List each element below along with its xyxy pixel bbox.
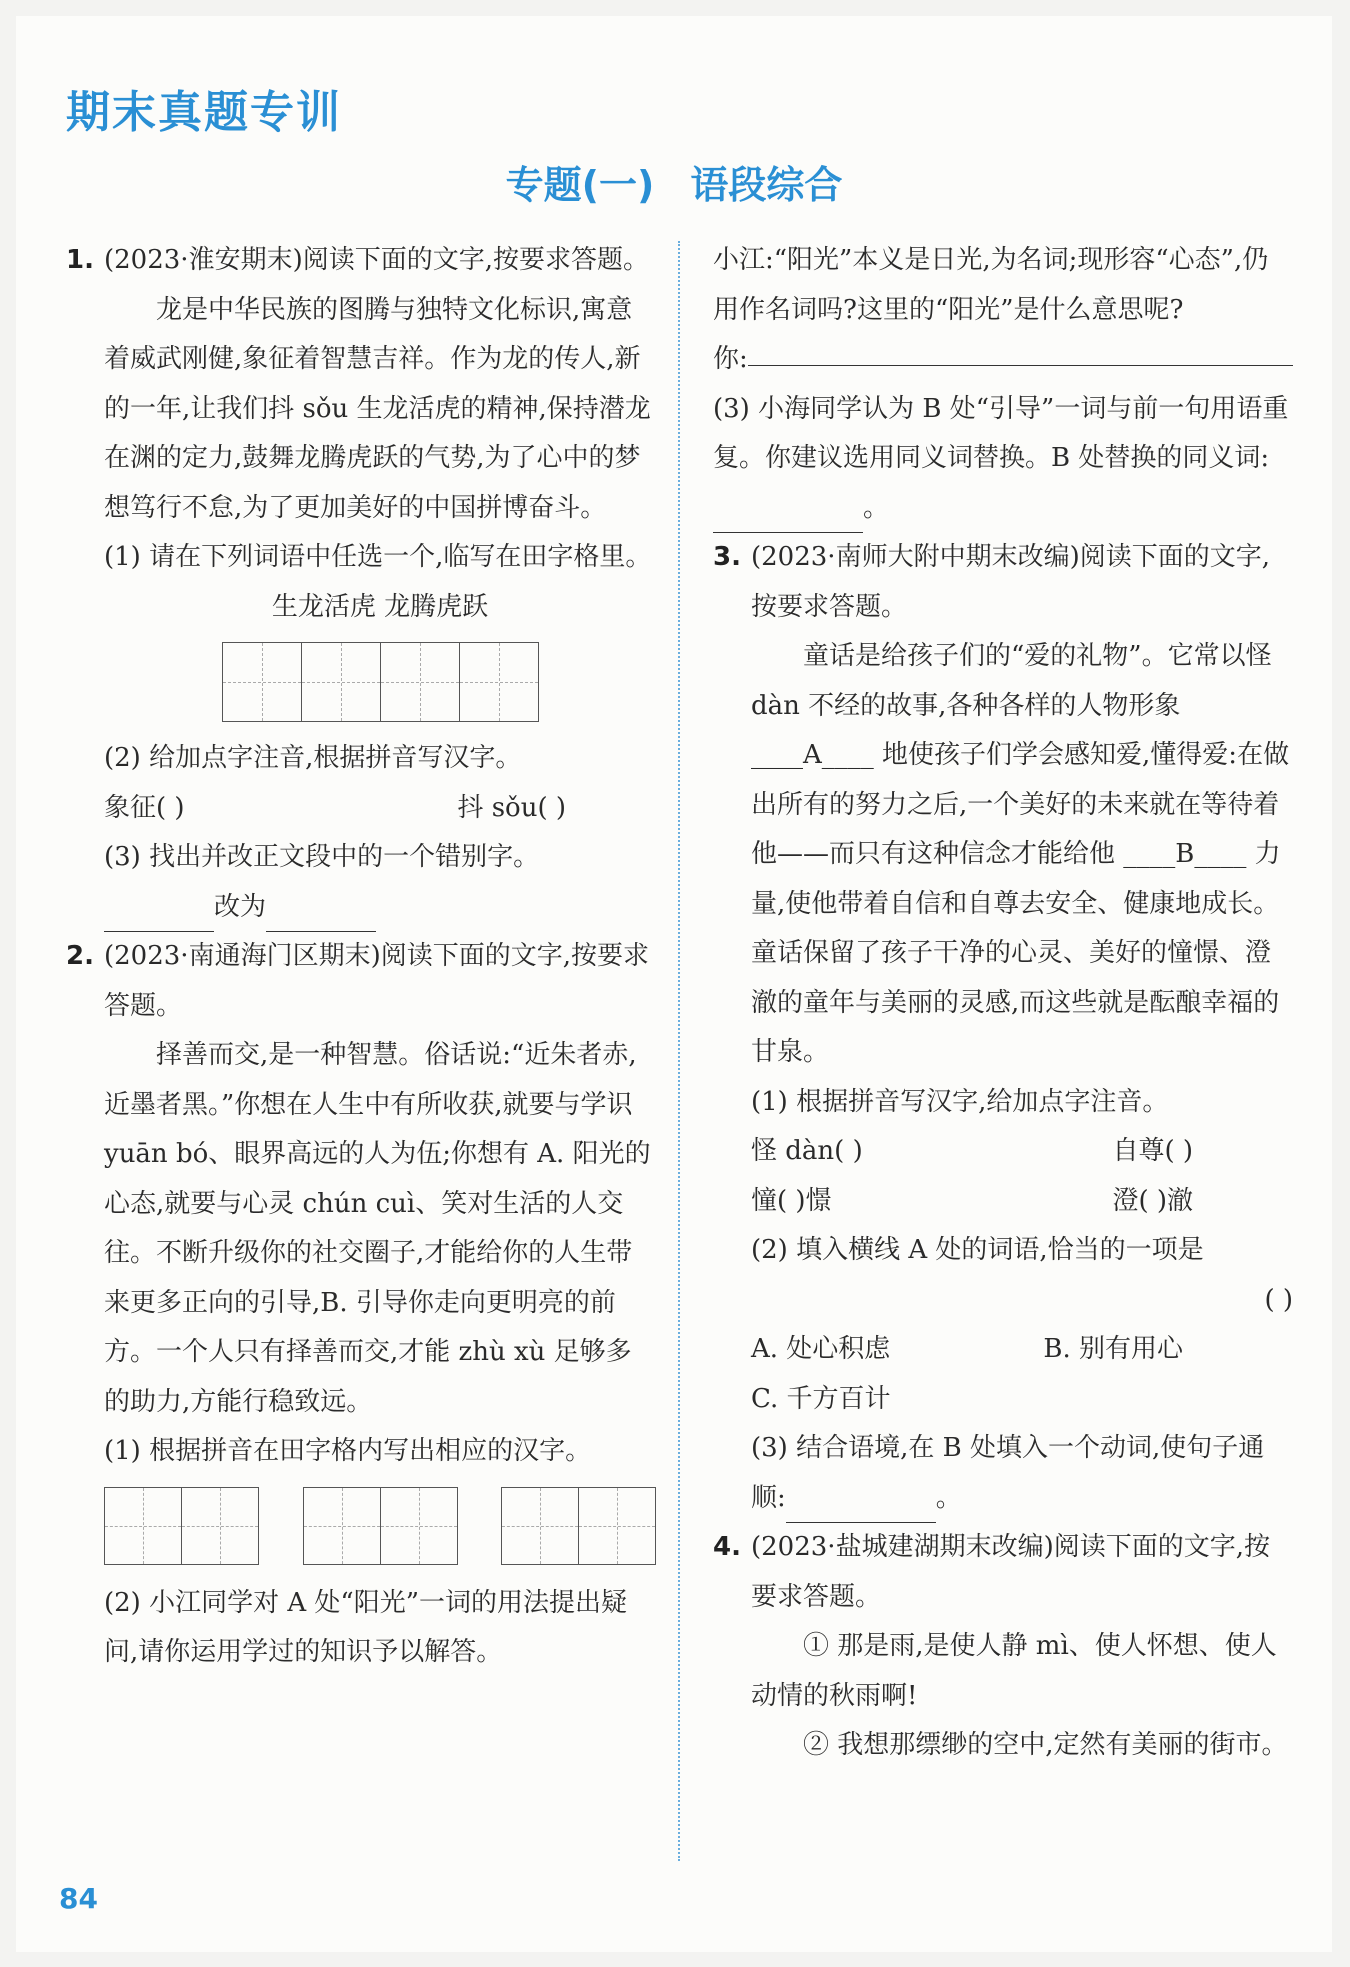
grid-cell[interactable] [381,643,460,721]
question-number: 3. [713,542,741,572]
answer-paren[interactable]: ( ) [1264,1284,1293,1315]
sub-question-1: (1) 请在下列词语中任选一个,临写在田字格里。 [104,542,652,572]
answer-sou[interactable]: 抖 sǒu( ) [457,792,566,823]
sub-question-3 [713,385,1293,534]
grid-cell[interactable] [502,1488,579,1564]
grid-cell[interactable] [304,1488,381,1564]
answer-guaidan[interactable]: 怪 dàn( ) [751,1136,863,1166]
sub-question-1-answers-a [751,1127,1293,1177]
page-number: 84 [59,1882,98,1915]
question-stem: (2023·南通海门区期末)阅读下面的文字,按要求答题。 [104,941,649,1021]
sub-question-3-text: (3) 结合语境,在 B 处填入一个动词,使句子通顺: [751,1433,1265,1513]
sub-question-3-end: 。 [935,1482,962,1513]
sub-question-3: (3) 找出并改正文段中的一个错别字。 [104,842,540,872]
question-stem: (2023·盐城建湖期末改编)阅读下面的文字,按要求答题。 [751,1532,1270,1612]
options-row [751,1325,1293,1375]
topic-number: 专题(一) [505,163,655,207]
question-3 [713,533,1293,1523]
grid-cell[interactable] [381,1488,457,1564]
question-2-continued [713,236,1293,533]
change-to-label: 改为 [214,891,267,922]
grid-cell[interactable] [302,643,381,721]
sub-question-3-end: 。 [863,492,890,523]
sentence-1: ① 那是雨,是使人静 mì、使人怀想、使人动情的秋雨啊! [751,1631,1277,1711]
ni-label: 你: [713,344,748,374]
question-number: 1. [66,245,94,275]
option-b[interactable]: B. 别有用心 [1043,1334,1183,1364]
sub-question-2: (2) 给加点字注音,根据拼音写汉字。 [104,743,522,773]
word-options: 生龙活虎 龙腾虎跃 [271,591,489,622]
page [16,16,1332,1952]
correction-line [104,883,656,933]
synonym-blank[interactable] [713,502,863,533]
answer-blank[interactable] [748,335,1293,366]
question-1 [66,236,656,932]
sub-question-2: (2) 填入横线 A 处的词语,恰当的一项是 [751,1235,1204,1265]
wrong-char-blank[interactable] [104,901,214,932]
sub-question-2: (2) 小江同学对 A 处“阳光”一词的用法提出疑问,请你运用学过的知识予以解答。 [104,1587,627,1667]
topic-name: 语段综合 [690,163,843,207]
answer-cheng[interactable]: 澄( )澈 [1112,1185,1193,1216]
tianzi-grid[interactable] [104,1487,259,1565]
tianzi-grid[interactable] [303,1487,458,1565]
grid-cell[interactable] [105,1488,182,1564]
sub-question-1: (1) 根据拼音在田字格内写出相应的汉字。 [104,1436,592,1466]
grid-cell[interactable] [182,1488,258,1564]
answer-chong[interactable]: 憧( )憬 [751,1185,832,1216]
question-number: 4. [713,1532,741,1562]
grid-cell[interactable] [223,643,302,721]
option-c[interactable]: C. 千方百计 [751,1383,891,1414]
verb-blank[interactable] [786,1492,936,1523]
section-header: 期末真题专训 [66,87,342,138]
right-column [713,236,1293,1771]
xiaojiang-question: 小江:“阳光”本义是日光,为名词;现形容“心态”,仍用作名词吗?这里的“阳光”是什么意思呢? [713,245,1269,325]
sub-question-1-answers-b [751,1177,1293,1227]
left-column [66,236,656,1678]
question-4 [713,1523,1293,1771]
column-divider [678,241,680,1861]
answer-xiangzheng[interactable]: 象征( ) [104,792,185,823]
question-stem: (2023·淮安期末)阅读下面的文字,按要求答题。 [104,245,649,275]
question-stem: (2023·南师大附中期末改编)阅读下面的文字,按要求答题。 [751,542,1270,622]
sub-question-2-answers [104,784,656,834]
question-number: 2. [66,941,94,971]
answer-line [713,335,1293,385]
tianzi-grid[interactable] [501,1487,656,1565]
sub-question-3 [751,1424,1293,1523]
tianzi-grid-group [104,1487,656,1565]
option-a[interactable]: A. 处心积虑 [751,1334,891,1364]
passage: 择善而交,是一种智慧。俗话说:“近朱者赤,近墨者黑。”你想在人生中有所收获,就要与学识 yuān bó、眼界高远的人为伍;你想有 A. 阳光的心态,就要与心灵 chún cuì、笑对生活的人交往。不断升级你的社交圈子,才能给你的人生带来更多正向的引导,B. 引导你走向更明亮的前方。一个人只有择善而交,才能 zhù xù 足够多的助力,方能行稳致远。 [104,1040,651,1417]
tianzi-grid[interactable] [222,642,539,722]
sub-question-1: (1) 根据拼音写汉字,给加点字注音。 [751,1086,1169,1117]
passage: 龙是中华民族的图腾与独特文化标识,寓意着威武刚健,象征着智慧吉祥。作为龙的传人,新的一年,让我们抖 sǒu 生龙活虎的精神,保持潜龙在渊的定力,鼓舞龙腾虎跃的气势,为了心中的梦想笃行不怠,为了更加美好的中国拼博奋斗。 [104,294,651,523]
topic-title [16,154,1332,209]
passage: 童话是给孩子们的“爱的礼物”。它常以怪 dàn 不经的故事,各种各样的人物形象 ____A____ 地使孩子们学会感知爱,懂得爱:在做出所有的努力之后,一个美好的未来就在等待着他——而只有这种信念才能给他 ____B____ 力量,使他带着自信和自尊去安全、健康地成长。童话保留了孩子干净的心灵、美好的憧憬、澄澈的童年与美丽的灵感,而这些就是酝酿幸福的甘泉。 [751,641,1290,1067]
question-2 [66,932,656,1678]
correct-char-blank[interactable] [266,901,376,932]
grid-cell[interactable] [579,1488,655,1564]
answer-zizun[interactable]: 自尊( ) [1112,1136,1193,1166]
grid-cell[interactable] [460,643,538,721]
tianzi-grid-row [104,642,656,722]
sub-question-3-text: (3) 小海同学认为 B 处“引导”一词与前一句用语重复。你建议选用同义词替换。B 处替换的同义词: [713,393,1289,473]
sentence-2: ② 我想那缥缈的空中,定然有美丽的街市。 [803,1730,1288,1760]
